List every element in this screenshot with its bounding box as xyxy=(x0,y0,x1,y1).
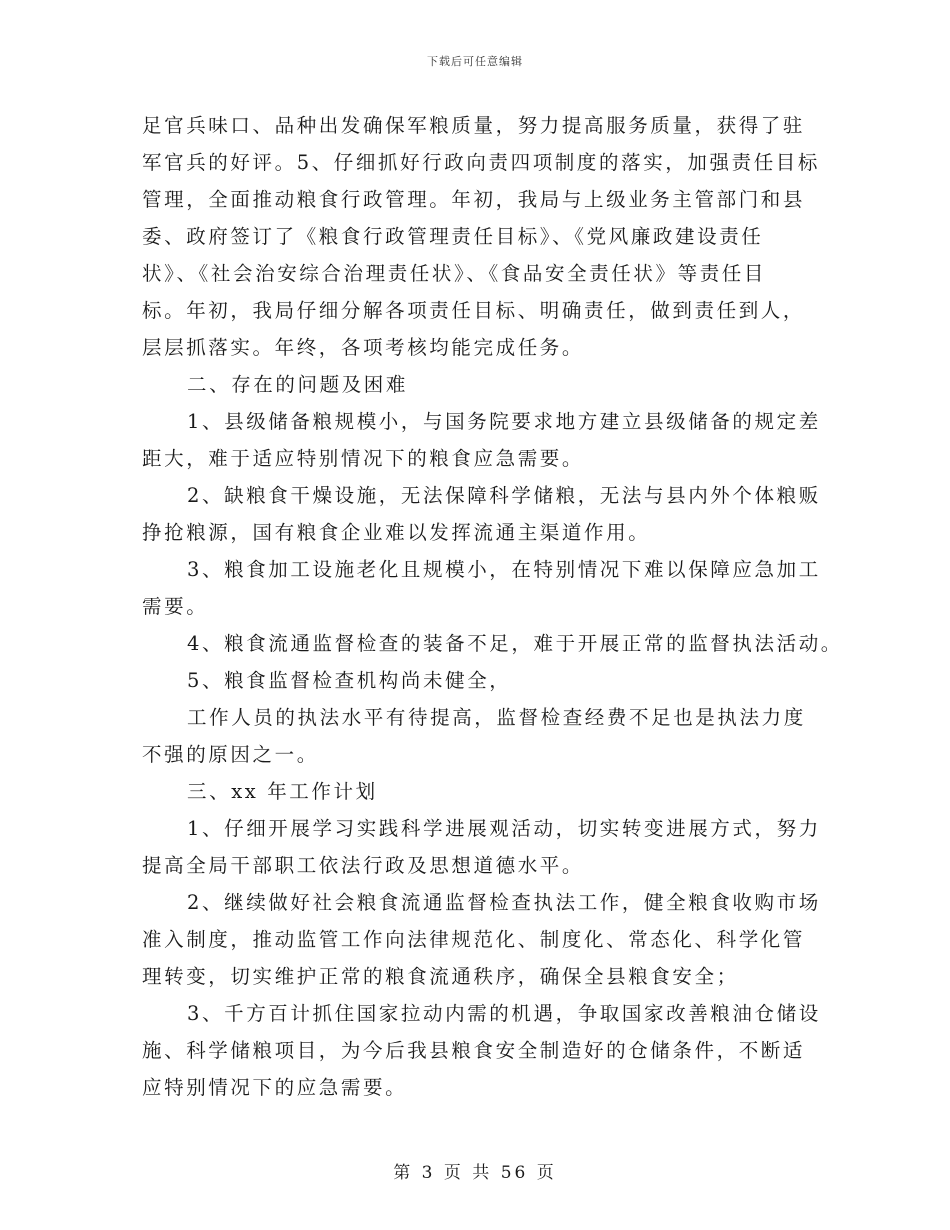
text-line: 施、科学储粮项目，为今后我县粮食安全制造好的仓储条件，不断适 xyxy=(142,1039,806,1062)
text-line: 2、缺粮食干燥设施，无法保障科学储粮，无法与县内外个体粮贩 xyxy=(187,484,821,507)
text-line: 标。年初，我局仔细分解各项责任目标、明确责任，做到责任到人， xyxy=(142,299,806,322)
text-line: 3、千方百计抓住国家拉动内需的机遇，争取国家改善粮油仓储设 xyxy=(187,1002,821,1025)
text-line: 距大，难于适应特别情况下的粮食应急需要。 xyxy=(142,447,585,470)
text-line: 5、粮食监督检查机构尚未健全， xyxy=(187,669,512,692)
text-line: 工作人员的执法水平有待提高，监督检查经费不足也是执法力度 xyxy=(187,706,806,729)
text-line: 2、继续做好社会粮食流通监督检查执法工作，健全粮食收购市场 xyxy=(187,891,821,914)
text-line: 层层抓落实。年终，各项考核均能完成任务。 xyxy=(142,336,585,359)
text-line: 理转变，切实维护正常的粮食流通秩序，确保全县粮食安全； xyxy=(142,965,739,988)
text-line: 委、政府签订了《粮食行政管理责任目标》、《党风廉政建设责任 xyxy=(142,225,764,248)
text-line: 应特别情况下的应急需要。 xyxy=(142,1076,408,1099)
text-line: 1、仔细开展学习实践科学进展观活动，切实转变进展方式，努力 xyxy=(187,817,821,840)
text-line: 3、粮食加工设施老化且规模小，在特别情况下难以保障应急加工 xyxy=(187,558,821,581)
text-line: 准入制度，推动监管工作向法律规范化、制度化、常态化、科学化管 xyxy=(142,928,806,951)
text-line: 4、粮食流通监督检查的装备不足，难于开展正常的监督执法活动。 xyxy=(187,632,843,655)
text-line: 状》、《社会治安综合治理责任状》、《食品安全责任状》等责任目 xyxy=(142,262,767,285)
text-line: 不强的原因之一。 xyxy=(142,743,319,766)
page-number-footer: 第 3 页 共 56 页 xyxy=(393,1163,557,1183)
text-line: 提高全局干部职工依法行政及思想道德水平。 xyxy=(142,854,585,877)
text-line: 军官兵的好评。5、仔细抓好行政向责四项制度的落实，加强责任目标 xyxy=(142,151,821,174)
text-line: 二、存在的问题及困难 xyxy=(187,373,409,396)
text-line: 足官兵味口、品种出发确保军粮质量，努力提高服务质量，获得了驻 xyxy=(142,114,806,137)
text-line: 1、县级储备粮规模小，与国务院要求地方建立县级储备的规定差 xyxy=(187,410,821,433)
text-line: 挣抢粮源，国有粮食企业难以发挥流通主渠道作用。 xyxy=(142,521,651,544)
text-line: 管理，全面推动粮食行政管理。年初，我局与上级业务主管部门和县 xyxy=(142,188,806,211)
document-body xyxy=(142,107,843,1106)
text-line: 需要。 xyxy=(142,595,209,618)
page-header: 下载后可任意编辑 xyxy=(427,55,523,68)
text-line: 三、xx 年工作计划 xyxy=(187,780,378,803)
